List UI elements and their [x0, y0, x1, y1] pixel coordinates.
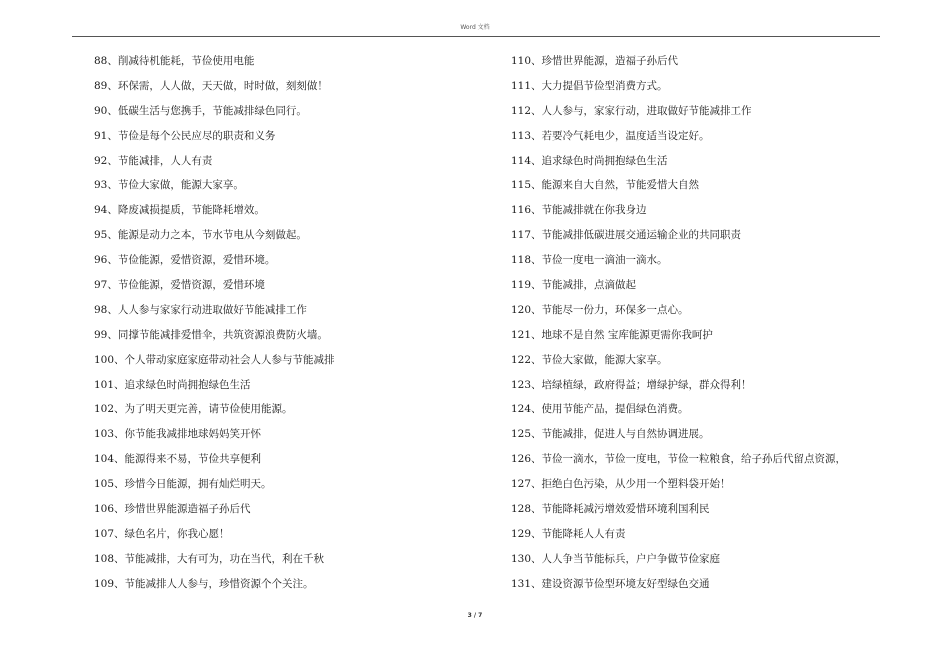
list-item: 102、为了明天更完善，请节俭使用能源。 — [94, 403, 293, 416]
list-item: 109、节能减排人人参与，珍惜资源个个关注。 — [94, 577, 314, 590]
list-item: 104、能源得来不易，节俭共享便利 — [94, 453, 262, 466]
list-item: 117、节能减排低碳进展交通运输企业的共同职责 — [511, 229, 742, 242]
list-item: 92、节能减排，人人有责 — [94, 154, 213, 167]
list-item: 113、若要冷气耗电少，温度适当设定好。 — [511, 129, 710, 142]
list-item: 131、建设资源节俭型环境友好型绿色交通 — [511, 577, 710, 590]
list-item: 111、大力提倡节俭型消费方式。 — [511, 79, 668, 92]
list-item: 89、环保需，人人做，天天做，时时做，刻刻做！ — [94, 79, 328, 92]
header-rule — [72, 36, 880, 37]
list-item: 88、削减待机能耗，节俭使用电能 — [94, 55, 255, 67]
list-item: 121、地球不是自然 宝库能源更需你我呵护 — [511, 328, 713, 341]
left-column — [94, 49, 494, 597]
list-item: 116、节能减排就在你我身边 — [511, 204, 647, 217]
list-item: 106、珍惜世界能源造福子孙后代 — [94, 503, 251, 516]
list-item: 114、追求绿色时尚拥抱绿色生活 — [511, 154, 668, 167]
list-item: 105、珍惜今日能源，拥有灿烂明天。 — [94, 478, 272, 491]
list-item: 98、人人参与家家行动进取做好节能减排工作 — [94, 303, 307, 316]
list-item: 125、节能减排，促进人与自然协调进展。 — [511, 428, 710, 441]
list-item: 99、同撑节能减排爱惜伞，共筑资源浪费防火墙。 — [94, 328, 328, 341]
list-item: 94、降废减损提质，节能降耗增效。 — [94, 204, 265, 217]
list-item: 130、人人争当节能标兵，户户争做节俭家庭 — [511, 552, 721, 565]
list-item: 97、节俭能源，爱惜资源，爱惜环境 — [94, 279, 265, 292]
list-item: 95、能源是动力之本，节水节电从今刻做起。 — [94, 229, 307, 242]
list-item: 128、节能降耗减污增效爱惜环境利国利民 — [511, 503, 710, 516]
list-item: 101、追求绿色时尚拥抱绿色生活 — [94, 378, 251, 391]
list-item: 127、拒绝白色污染，从少用一个塑料袋开始！ — [511, 478, 731, 491]
list-item: 110、珍惜世界能源，造福子孙后代 — [511, 55, 679, 67]
list-item: 119、节能减排，点滴做起 — [511, 279, 637, 292]
list-item: 91、节俭是每个公民应尽的职责和义务 — [94, 129, 276, 142]
list-item: 123、培绿植绿，政府得益；增绿护绿，群众得利！ — [511, 378, 752, 391]
list-item: 107、绿色名片，你我心愿！ — [94, 527, 230, 540]
list-item: 96、节俭能源，爱惜资源，爱惜环境。 — [94, 254, 276, 267]
list-item: 90、低碳生活与您携手，节能减排绿色同行。 — [94, 104, 307, 117]
page-header: Word 文档 — [460, 24, 490, 31]
right-column — [511, 49, 876, 597]
list-item: 124、使用节能产品，提倡绿色消费。 — [511, 403, 689, 416]
page-number: 3 / 7 — [467, 612, 483, 619]
list-item: 122、节俭大家做，能源大家享。 — [511, 353, 668, 366]
list-item: 112、人人参与，家家行动，进取做好节能减排工作 — [511, 104, 752, 117]
list-item: 93、节俭大家做，能源大家享。 — [94, 179, 244, 192]
list-item: 120、节能尽一份力，环保多一点心。 — [511, 303, 689, 316]
list-item: 129、节能降耗人人有责 — [511, 527, 626, 540]
list-item: 126、节俭一滴水，节俭一度电，节俭一粒粮食，给子孙后代留点资源， — [511, 453, 847, 466]
list-item: 108、节能减排，大有可为，功在当代，利在千秋 — [94, 552, 325, 565]
list-item: 103、你节能我减排地球妈妈笑开怀 — [94, 428, 262, 441]
list-item: 115、能源来自大自然，节能爱惜大自然 — [511, 179, 700, 192]
list-item: 118、节俭一度电一滴油一滴水。 — [511, 254, 668, 267]
list-item: 100、个人带动家庭家庭带动社会人人参与节能减排 — [94, 353, 335, 366]
